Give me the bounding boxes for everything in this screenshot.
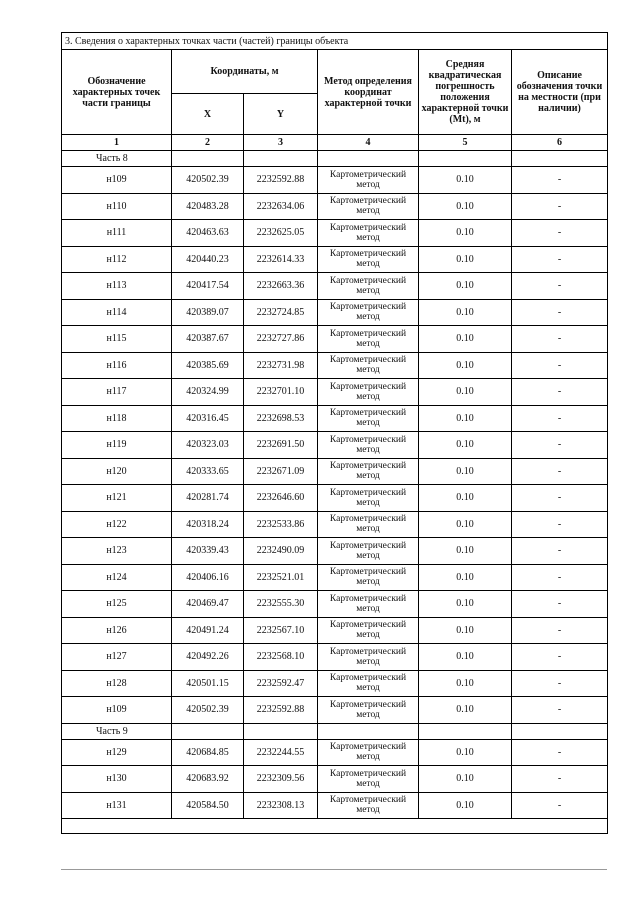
description-cell: -: [512, 220, 608, 247]
header-coordinates: Координаты, м: [172, 50, 318, 94]
point-id: н115: [62, 326, 172, 353]
footer-divider: [61, 869, 607, 870]
method-cell: Картометрический метод: [318, 379, 419, 406]
accuracy-cell: 0.10: [419, 485, 512, 512]
method-cell: Картометрический метод: [318, 326, 419, 353]
table-row: [62, 193, 608, 220]
table-row: [62, 739, 608, 766]
table-row: [62, 458, 608, 485]
point-id: н110: [62, 193, 172, 220]
table-row: [62, 792, 608, 819]
coord-y: 2232625.05: [244, 220, 318, 247]
method-cell: Картометрический метод: [318, 220, 419, 247]
description-cell: -: [512, 299, 608, 326]
description-cell: -: [512, 511, 608, 538]
header-method: Метод определения координат характерной точки: [318, 50, 419, 135]
accuracy-cell: 0.10: [419, 273, 512, 300]
coord-x: 420339.43: [172, 538, 244, 565]
method-cell: Картометрический метод: [318, 739, 419, 766]
point-id: н109: [62, 167, 172, 194]
method-cell: Картометрический метод: [318, 193, 419, 220]
empty-cell: [318, 723, 419, 739]
method-cell: Картометрический метод: [318, 644, 419, 671]
column-number: 5: [419, 135, 512, 151]
point-id: н131: [62, 792, 172, 819]
method-cell: Картометрический метод: [318, 167, 419, 194]
description-cell: -: [512, 485, 608, 512]
column-number: 1: [62, 135, 172, 151]
accuracy-cell: 0.10: [419, 792, 512, 819]
accuracy-cell: 0.10: [419, 379, 512, 406]
part-row: [62, 151, 608, 167]
coord-x: 420389.07: [172, 299, 244, 326]
coord-y: 2232731.98: [244, 352, 318, 379]
coord-y: 2232308.13: [244, 792, 318, 819]
table-row: [62, 167, 608, 194]
accuracy-cell: 0.10: [419, 591, 512, 618]
point-id: н112: [62, 246, 172, 273]
coord-y: 2232567.10: [244, 617, 318, 644]
accuracy-cell: 0.10: [419, 167, 512, 194]
point-id: н113: [62, 273, 172, 300]
empty-cell: [62, 819, 608, 834]
description-cell: -: [512, 538, 608, 565]
coord-y: 2232701.10: [244, 379, 318, 406]
header-designation: Обозначение характерных точек части границы: [62, 50, 172, 135]
method-cell: Картометрический метод: [318, 485, 419, 512]
accuracy-cell: 0.10: [419, 220, 512, 247]
header-y: Y: [244, 94, 318, 135]
method-cell: Картометрический метод: [318, 591, 419, 618]
method-cell: Картометрический метод: [318, 538, 419, 565]
table-row: [62, 299, 608, 326]
accuracy-cell: 0.10: [419, 697, 512, 724]
method-cell: Картометрический метод: [318, 432, 419, 459]
accuracy-cell: 0.10: [419, 644, 512, 671]
accuracy-cell: 0.10: [419, 538, 512, 565]
point-id: н122: [62, 511, 172, 538]
header-accuracy: Средняя квадратическая погрешность положения характерной точки (Mt), м: [419, 50, 512, 135]
table-row: [62, 670, 608, 697]
coord-x: 420683.92: [172, 766, 244, 793]
coord-x: 420492.26: [172, 644, 244, 671]
coord-x: 420440.23: [172, 246, 244, 273]
point-id: н123: [62, 538, 172, 565]
table-row: [62, 564, 608, 591]
point-id: н128: [62, 670, 172, 697]
column-number: 4: [318, 135, 419, 151]
table-row: [62, 405, 608, 432]
empty-cell: [172, 723, 244, 739]
empty-cell: [512, 723, 608, 739]
coord-x: 420502.39: [172, 167, 244, 194]
method-cell: Картометрический метод: [318, 405, 419, 432]
table-row: [62, 326, 608, 353]
coord-x: 420684.85: [172, 739, 244, 766]
coord-x: 420323.03: [172, 432, 244, 459]
point-id: н127: [62, 644, 172, 671]
accuracy-cell: 0.10: [419, 766, 512, 793]
point-id: н111: [62, 220, 172, 247]
table-row: [62, 538, 608, 565]
description-cell: -: [512, 697, 608, 724]
part-row: [62, 723, 608, 739]
table-row: [62, 697, 608, 724]
description-cell: -: [512, 246, 608, 273]
coord-x: 420501.15: [172, 670, 244, 697]
description-cell: -: [512, 644, 608, 671]
coord-x: 420324.99: [172, 379, 244, 406]
description-cell: -: [512, 273, 608, 300]
accuracy-cell: 0.10: [419, 617, 512, 644]
accuracy-cell: 0.10: [419, 193, 512, 220]
coord-x: 420385.69: [172, 352, 244, 379]
accuracy-cell: 0.10: [419, 326, 512, 353]
empty-cell: [244, 151, 318, 167]
table-row: [62, 352, 608, 379]
description-cell: -: [512, 670, 608, 697]
accuracy-cell: 0.10: [419, 405, 512, 432]
coord-y: 2232727.86: [244, 326, 318, 353]
table-row: [62, 220, 608, 247]
coord-y: 2232568.10: [244, 644, 318, 671]
coord-y: 2232533.86: [244, 511, 318, 538]
coord-y: 2232592.88: [244, 697, 318, 724]
coord-y: 2232646.60: [244, 485, 318, 512]
description-cell: -: [512, 739, 608, 766]
point-id: н118: [62, 405, 172, 432]
empty-cell: [172, 151, 244, 167]
accuracy-cell: 0.10: [419, 564, 512, 591]
characteristic-points-table: [61, 32, 608, 834]
table-row: [62, 485, 608, 512]
method-cell: Картометрический метод: [318, 670, 419, 697]
method-cell: Картометрический метод: [318, 617, 419, 644]
table-row: [62, 766, 608, 793]
method-cell: Картометрический метод: [318, 766, 419, 793]
section-caption: 3. Сведения о характерных точках части (частей) границы объекта: [62, 33, 608, 50]
coord-y: 2232698.53: [244, 405, 318, 432]
description-cell: -: [512, 458, 608, 485]
accuracy-cell: 0.10: [419, 739, 512, 766]
table-row: [62, 273, 608, 300]
empty-cell: [512, 151, 608, 167]
description-cell: -: [512, 379, 608, 406]
description-cell: -: [512, 326, 608, 353]
coord-y: 2232309.56: [244, 766, 318, 793]
accuracy-cell: 0.10: [419, 246, 512, 273]
method-cell: Картометрический метод: [318, 273, 419, 300]
coord-x: 420483.28: [172, 193, 244, 220]
description-cell: -: [512, 766, 608, 793]
point-id: н117: [62, 379, 172, 406]
empty-cell: [318, 151, 419, 167]
coord-x: 420502.39: [172, 697, 244, 724]
coord-y: 2232555.30: [244, 591, 318, 618]
method-cell: Картометрический метод: [318, 352, 419, 379]
empty-cell: [419, 151, 512, 167]
coord-y: 2232490.09: [244, 538, 318, 565]
accuracy-cell: 0.10: [419, 458, 512, 485]
description-cell: -: [512, 792, 608, 819]
coord-x: 420281.74: [172, 485, 244, 512]
method-cell: Картометрический метод: [318, 792, 419, 819]
method-cell: Картометрический метод: [318, 564, 419, 591]
coord-y: 2232634.06: [244, 193, 318, 220]
point-id: н109: [62, 697, 172, 724]
description-cell: -: [512, 564, 608, 591]
table-row: [62, 617, 608, 644]
point-id: н114: [62, 299, 172, 326]
point-id: н129: [62, 739, 172, 766]
empty-cell: [419, 723, 512, 739]
coord-y: 2232724.85: [244, 299, 318, 326]
method-cell: Картометрический метод: [318, 246, 419, 273]
point-id: н124: [62, 564, 172, 591]
coord-x: 420469.47: [172, 591, 244, 618]
document-sheet: [61, 32, 607, 834]
column-number: 3: [244, 135, 318, 151]
table-row: [62, 432, 608, 459]
part-label: Часть 8: [62, 151, 172, 167]
method-cell: Картометрический метод: [318, 458, 419, 485]
method-cell: Картометрический метод: [318, 511, 419, 538]
accuracy-cell: 0.10: [419, 670, 512, 697]
point-id: н125: [62, 591, 172, 618]
point-id: н120: [62, 458, 172, 485]
coord-x: 420333.65: [172, 458, 244, 485]
coord-x: 420406.16: [172, 564, 244, 591]
description-cell: -: [512, 352, 608, 379]
coord-y: 2232521.01: [244, 564, 318, 591]
accuracy-cell: 0.10: [419, 511, 512, 538]
column-number: 2: [172, 135, 244, 151]
coord-y: 2232671.09: [244, 458, 318, 485]
point-id: н119: [62, 432, 172, 459]
accuracy-cell: 0.10: [419, 352, 512, 379]
table-row: [62, 644, 608, 671]
coord-x: 420316.45: [172, 405, 244, 432]
point-id: н126: [62, 617, 172, 644]
coord-y: 2232244.55: [244, 739, 318, 766]
method-cell: Картометрический метод: [318, 299, 419, 326]
description-cell: -: [512, 432, 608, 459]
coord-x: 420584.50: [172, 792, 244, 819]
coord-x: 420387.67: [172, 326, 244, 353]
coord-y: 2232663.36: [244, 273, 318, 300]
empty-cell: [244, 723, 318, 739]
method-cell: Картометрический метод: [318, 697, 419, 724]
description-cell: -: [512, 167, 608, 194]
coord-y: 2232691.50: [244, 432, 318, 459]
coord-x: 420318.24: [172, 511, 244, 538]
description-cell: -: [512, 591, 608, 618]
part-label: Часть 9: [62, 723, 172, 739]
empty-row: [62, 819, 608, 834]
accuracy-cell: 0.10: [419, 432, 512, 459]
table-row: [62, 246, 608, 273]
description-cell: -: [512, 193, 608, 220]
table-row: [62, 591, 608, 618]
accuracy-cell: 0.10: [419, 299, 512, 326]
point-id: н121: [62, 485, 172, 512]
header-x: X: [172, 94, 244, 135]
column-number: 6: [512, 135, 608, 151]
coord-y: 2232592.88: [244, 167, 318, 194]
description-cell: -: [512, 405, 608, 432]
coord-x: 420417.54: [172, 273, 244, 300]
coord-x: 420463.63: [172, 220, 244, 247]
point-id: н130: [62, 766, 172, 793]
coord-y: 2232592.47: [244, 670, 318, 697]
table-row: [62, 511, 608, 538]
header-description: Описание обозначения точки на местности (при наличии): [512, 50, 608, 135]
table-row: [62, 379, 608, 406]
description-cell: -: [512, 617, 608, 644]
table-body: [62, 151, 608, 834]
point-id: н116: [62, 352, 172, 379]
coord-x: 420491.24: [172, 617, 244, 644]
coord-y: 2232614.33: [244, 246, 318, 273]
